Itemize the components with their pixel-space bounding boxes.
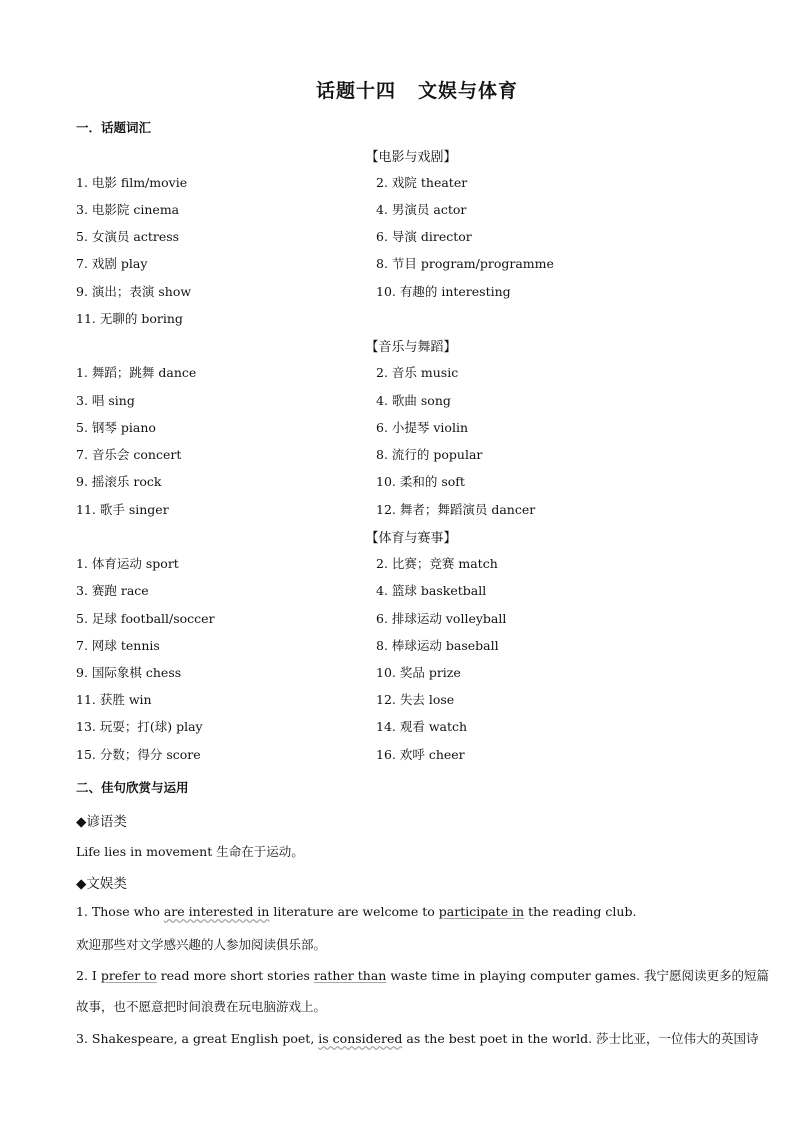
vocab-item: 12. 失去 lose bbox=[376, 692, 455, 707]
vocab-item: 10. 柔和的 soft bbox=[376, 474, 465, 489]
vocab-item: 11. 获胜 win bbox=[76, 692, 152, 707]
section-heading-sentences: 二、佳句欣赏与运用 bbox=[76, 780, 189, 795]
section-heading-vocabulary: 一．话题词汇 bbox=[76, 120, 152, 135]
vocab-item: 16. 欢呼 cheer bbox=[376, 747, 465, 762]
vocab-item: 5. 足球 football/soccer bbox=[76, 611, 215, 626]
vocab-item: 6. 排球运动 volleyball bbox=[376, 611, 507, 626]
vocab-item: 2. 比赛；竞赛 match bbox=[376, 556, 498, 571]
vocab-item: 8. 棒球运动 baseball bbox=[376, 638, 499, 653]
title-topic-name: 文娱与体育 bbox=[418, 80, 519, 102]
example-sentence-1-translation: 欢迎那些对文学感兴趣的人参加阅读俱乐部。 bbox=[76, 937, 327, 952]
proverb-line: Life lies in movement 生命在于运动。 bbox=[76, 844, 304, 859]
vocab-item: 3. 电影院 cinema bbox=[76, 202, 180, 217]
vocab-item: 5. 钢琴 piano bbox=[76, 420, 156, 435]
vocab-item: 10. 有趣的 interesting bbox=[376, 284, 511, 299]
subheading-proverbs: ◆谚语类 bbox=[76, 814, 127, 830]
example-sentence-2: 2. I prefer to read more short stories rather than waste time in playing computer games. 我宁愿阅读更多的短篇 bbox=[76, 968, 769, 983]
vocab-item: 8. 流行的 popular bbox=[376, 447, 483, 462]
vocab-item: 6. 小提琴 violin bbox=[376, 420, 469, 435]
vocab-item: 4. 男演员 actor bbox=[376, 202, 467, 217]
vocab-item: 4. 歌曲 song bbox=[376, 393, 451, 408]
phrase-highlight: participate in bbox=[438, 904, 525, 919]
category-heading-music-dance: 【音乐与舞蹈】 bbox=[365, 340, 457, 355]
example-sentence-1: 1. Those who are interested in literature are welcome to participate in the reading club. bbox=[76, 904, 637, 919]
vocab-item: 1. 体育运动 sport bbox=[76, 556, 179, 571]
example-sentence-3: 3. Shakespeare, a great English poet, is considered as the best poet in the world. 莎士比亚，一位伟大的英国诗 bbox=[76, 1031, 759, 1046]
subheading-entertainment: ◆文娱类 bbox=[76, 876, 127, 892]
vocab-item: 11. 无聊的 boring bbox=[76, 311, 183, 326]
vocab-item: 12. 舞者；舞蹈演员 dancer bbox=[376, 502, 536, 517]
vocab-item: 9. 国际象棋 chess bbox=[76, 665, 182, 680]
vocab-item: 15. 分数；得分 score bbox=[76, 747, 201, 762]
phrase-highlight: rather than bbox=[313, 968, 387, 983]
vocab-item: 9. 演出；表演 show bbox=[76, 284, 192, 299]
page-title bbox=[0, 76, 794, 103]
category-heading-sports: 【体育与赛事】 bbox=[365, 531, 457, 546]
vocab-item: 2. 音乐 music bbox=[376, 365, 459, 380]
title-topic-number: 话题十四 bbox=[315, 80, 396, 102]
phrase-highlight: is considered bbox=[318, 1031, 403, 1046]
phrase-highlight: are interested in bbox=[163, 904, 270, 919]
vocab-item: 2. 戏院 theater bbox=[376, 175, 468, 190]
vocab-item: 13. 玩耍；打(球) play bbox=[76, 719, 203, 734]
vocab-item: 7. 网球 tennis bbox=[76, 638, 160, 653]
vocab-item: 7. 音乐会 concert bbox=[76, 447, 182, 462]
vocab-item: 1. 电影 film/movie bbox=[76, 175, 188, 190]
vocab-item: 11. 歌手 singer bbox=[76, 502, 169, 517]
vocab-item: 3. 赛跑 race bbox=[76, 583, 149, 598]
vocab-item: 4. 篮球 basketball bbox=[376, 583, 487, 598]
vocab-item: 9. 摇滚乐 rock bbox=[76, 474, 162, 489]
category-heading-film-drama: 【电影与戏剧】 bbox=[365, 150, 457, 165]
vocab-item: 1. 舞蹈；跳舞 dance bbox=[76, 365, 197, 380]
phrase-highlight: prefer to bbox=[100, 968, 157, 983]
vocab-item: 10. 奖品 prize bbox=[376, 665, 461, 680]
vocab-item: 3. 唱 sing bbox=[76, 393, 135, 408]
vocab-item: 6. 导演 director bbox=[376, 229, 472, 244]
vocab-item: 7. 戏剧 play bbox=[76, 256, 148, 271]
example-sentence-2-continued: 故事，也不愿意把时间浪费在玩电脑游戏上。 bbox=[76, 999, 327, 1014]
vocab-item: 8. 节目 program/programme bbox=[376, 256, 554, 271]
vocab-item: 14. 观看 watch bbox=[376, 719, 468, 734]
vocab-item: 5. 女演员 actress bbox=[76, 229, 180, 244]
